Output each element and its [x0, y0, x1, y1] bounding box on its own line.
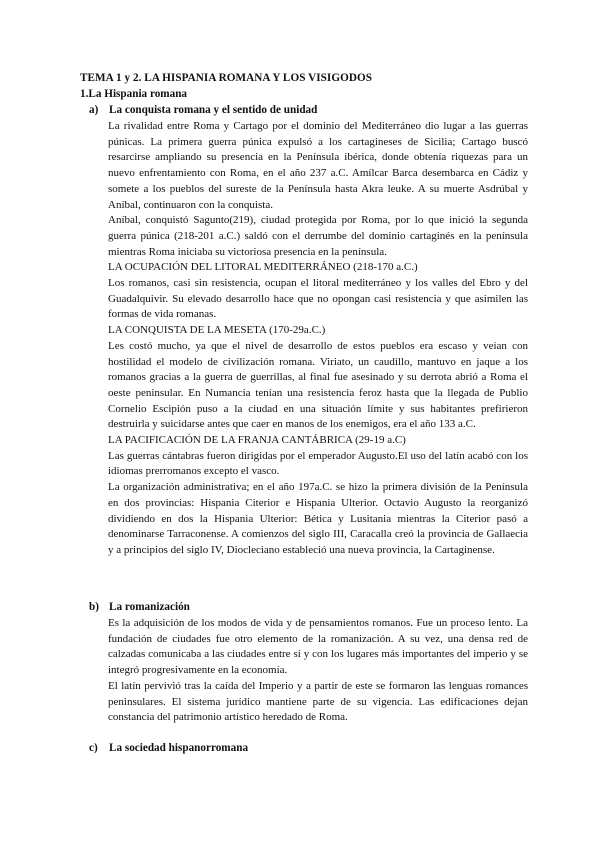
section-heading: 1.La Hispania romana — [80, 88, 188, 100]
paragraph: Es la adquisición de los modos de vida y de pensamientos romanos. Fue un proceso lento. La fundación de ciudades fue otro elemento de la romanización. A su vez, una densa red de calzadas comunicaba a las ciudades entre sí y con los lugares más importantes del imperio y se integró progresivamente en la economía. — [108, 617, 528, 677]
subsection-b-letter: b) — [89, 601, 99, 613]
paragraph: Aníbal, conquistó Sagunto(219), ciudad protegida por Roma, por lo que inició la segunda guerra púnica (218-201 a.C.) saldó con el derrumbe del dominio cartaginés en la península mientras Roma iniciaba su victoriosa presencia en la península. — [108, 214, 528, 258]
heading-cantabrica: LA PACIFICACIÓN DE LA FRANJA CANTÁBRICA (29-19 a.C) — [108, 434, 406, 447]
paragraph: El latín pervivió tras la caída del Imperio y a partir de este se formaron las lenguas romances peninsulares. El sistema jurídico mantiene parte de su vigencia. Las edificaciones dejan constancia del patrimonio artístico heredado de Roma. — [108, 679, 528, 724]
subsection-b-body — [108, 616, 528, 726]
subsection-a-title: La conquista romana y el sentido de unidad — [109, 104, 318, 116]
document-title: TEMA 1 y 2. LA HISPANIA ROMANA Y LOS VISIGODOS — [80, 72, 372, 84]
paragraph: La rivalidad entre Roma y Cartago por el dominio del Mediterráneo dio lugar a las guerras púnicas. La primera guerra púnica expulsó a los cartagineses de Sicilia; Cartago buscó resarcirse ampliando su presencia en la Península ibérica, donde obtenía riquezas para un nuevo enfrentamiento con Roma, en el año 237 a.C. Amílcar Barca desembarca en Cádiz y somete a los pueblos del sureste de la Península hasta Akra leuke. A su muerte Asdrúbal y Aníbal, continuaron con la conquista. — [108, 120, 528, 211]
paragraph: Les costó mucho, ya que el nivel de desarrollo de estos pueblos era escaso y veían con hostilidad el modelo de civilización romana. Viriato, un caudillo, mantuvo en jaque a los romanos gracias a la guerra de guerrillas, al final fue asesinado y su derrota abrió a Roma el oeste peninsular. En Numancia tenían una resistencia feroz hasta que la llegada de Publio Cornelio Escipión puso a la ciudad en una situación límite y sus habitantes prefirieron destruirla y suicidarse antes que caer en manos de los enemigos, era el año 133 a.C. — [108, 339, 528, 431]
subsection-a-body — [108, 119, 528, 559]
subsection-c-letter: c) — [89, 742, 98, 754]
subsection-b-title: La romanización — [109, 601, 190, 613]
heading-litoral: LA OCUPACIÓN DEL LITORAL MEDITERRÁNEO (218-170 a.C.) — [108, 261, 418, 274]
subsection-a-heading — [89, 103, 317, 119]
heading-meseta: LA CONQUISTA DE LA MESETA (170-29a.C.) — [108, 324, 326, 337]
subsection-c-heading — [89, 741, 248, 757]
subsection-b-heading — [89, 600, 190, 616]
paragraph: Los romanos, casi sin resistencia, ocupan el litoral mediterráneo y los valles del Ebro y del Guadalquivir. Su elevado desarrollo hace que no opongan casi resistencia y que asimilen las formas de vida romanas. — [108, 277, 528, 321]
subsection-a-letter: a) — [89, 104, 99, 116]
paragraph: La organización administrativa; en el año 197a.C. se hizo la primera división de la Península en dos provincias: Hispania Citerior e Hispania Ulterior. Octavio Augusto la reorganizó dividiendo en dos la Hispania Ulterior: Bética y Lusitania mientras la Citerior pasó a denominarse Tarraconense. A comienzos del siglo III, Caracalla creó la provincia de Gallaecia y a principios del siglo IV, Diocleciano estableció una nueva provincia, la Cartaginense. — [108, 481, 528, 556]
paragraph: Las guerras cántabras fueron dirigidas por el emperador Augusto.El uso del latín acabó con los idiomas prerromanos excepto el vasco. — [108, 449, 528, 478]
subsection-c-title: La sociedad hispanorromana — [109, 742, 249, 754]
